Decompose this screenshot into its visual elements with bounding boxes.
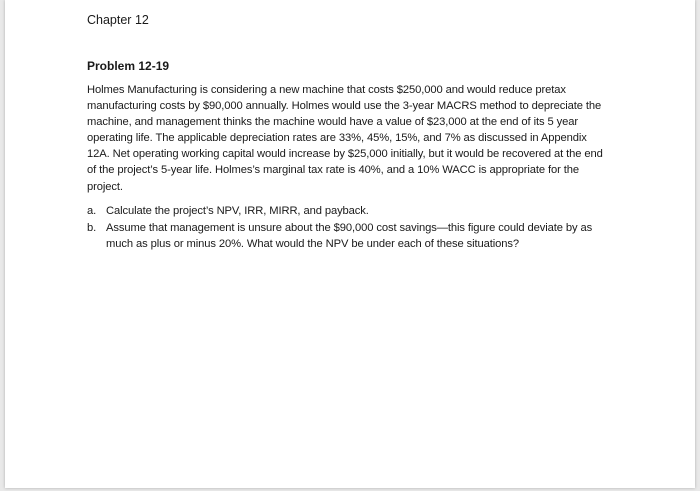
chapter-heading: Chapter 12 (87, 13, 149, 27)
question-letter: a. (87, 204, 97, 217)
problem-body: Holmes Manufacturing is considering a new machine that costs $250,000 and would reduce pretax manufacturing costs by $90,000 annually. Holmes would use the 3-year MACRS method to depreciate the machine, and management thinks the machine would have a value of $23,000 at the end of its 5 year operating life. The applicable depreciation rates are 33%, 45%, 15%, and 7% as discussed in Appendix 12A. Net operating working capital would increase by $25,000 initially, but it would be recovered at the end of the project’s 5-year life. Holmes’s marginal tax rate is 40%, and a 10% WACC is appropriate for the project. (87, 84, 603, 193)
question-list (87, 204, 611, 253)
question-text: Assume that management is unsure about the $90,000 cost savings—this figure could deviate by as much as plus or minus 20%. What would the NPV be under each of these situations? (106, 222, 593, 250)
question-text: Calculate the project’s NPV, IRR, MIRR, and payback. (106, 204, 369, 217)
question-item-a (87, 204, 611, 220)
question-item-b (87, 221, 611, 252)
question-letter: b. (87, 222, 97, 235)
document-page (5, 0, 695, 488)
problem-title: Problem 12-19 (87, 59, 170, 73)
